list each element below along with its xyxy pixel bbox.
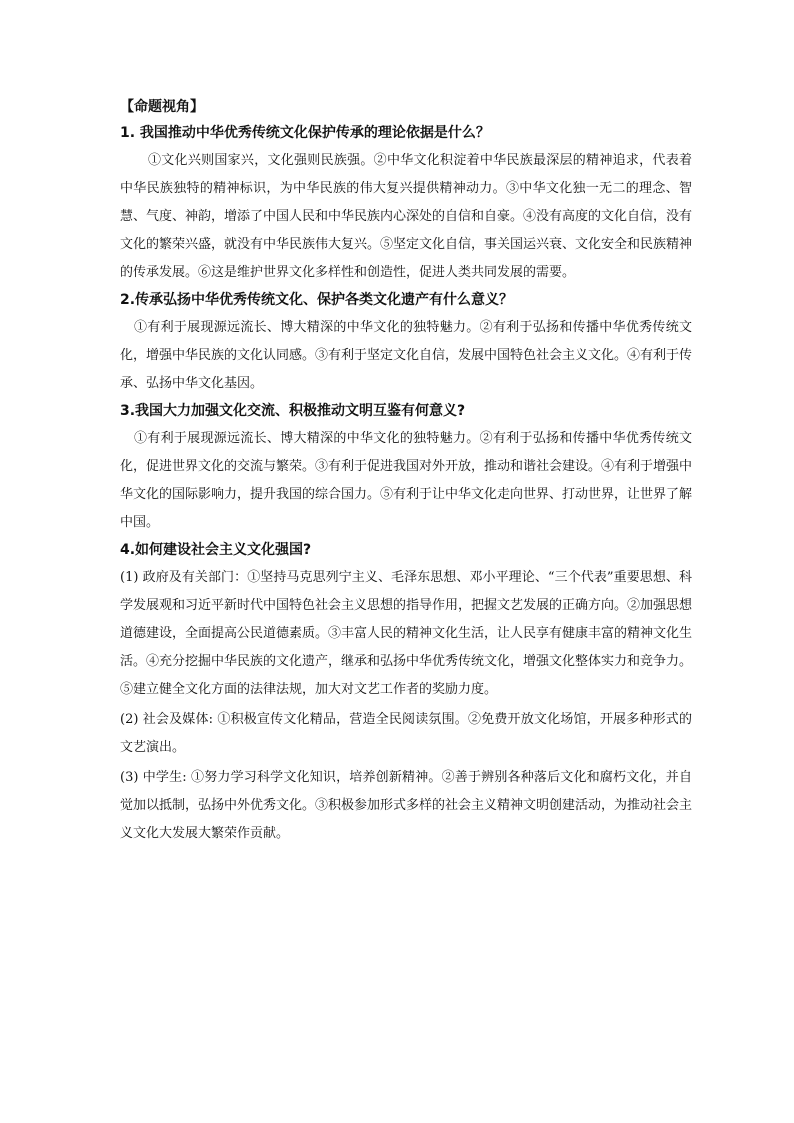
question-1-answer: ①文化兴则国家兴，文化强则民族强。②中华文化积淀着中华民族最深层的精神追求，代表着中华民族独特的精神标识，为中华民族的伟大复兴提供精神动力。③中华文化独一无二的理念、智慧、气度、神韵，增添了中国人民和中华民族内心深处的自信和自豪。④没有高度的文化自信，没有文化的繁荣兴盛，就没有中华民族伟大复兴。⑤坚定文化自信，事关国运兴衰、文化安全和民族精神的传承发展。⑥这是维护世界文化多样性和创造性，促进人类共同发展的需要。 bbox=[120, 153, 693, 280]
question-2-answer: ①有利于展现源远流长、博大精深的中华文化的独特魅力。②有利于弘扬和传播中华优秀传统文化，增强中华民族的文化认同感。③有利于坚定文化自信，发展中国特色社会主义文化。④有利于传承、弘扬中华文化基因。 bbox=[120, 320, 693, 391]
document-page bbox=[120, 96, 692, 850]
question-2-title: 2.传承弘扬中华优秀传统文化、保护各类文化遗产有什么意义？ bbox=[120, 292, 514, 308]
question-3-title: 3.我国大力加强文化交流、积极推动文明互鉴有何意义? bbox=[120, 403, 466, 419]
question-4-title: 4.如何建设社会主义文化强国? bbox=[120, 542, 312, 558]
question-1-title: 1. 我国推动中华优秀传统文化保护传承的理论依据是什么？ bbox=[120, 125, 490, 141]
question-3-answer: ①有利于展现源远流长、博大精深的中华文化的独特魅力。②有利于弘扬和传播中华优秀传统文化，促进世界文化的交流与繁荣。③有利于促进我国对外开放，推动和谐社会建设。④有利于增强中华文化的国际影响力，提升我国的综合国力。⑤有利于让中华文化走向世界、打动世界，让世界了解中国。 bbox=[120, 431, 693, 530]
question-4-answer-government: (1) 政府及有关部门：①坚持马克思列宁主义、毛泽东思想、邓小平理论、“三个代表”重要思想、科学发展观和习近平新时代中国特色社会主义思想的指导作用，把握文艺发展的正确方向。②加强思想道德建设，全面提高公民道德素质。③丰富人民的精神文化生活，让人民享有健康丰富的精神文化生活。④充分挖掘中华民族的文化遗产，继承和弘扬中华优秀传统文化，增强文化整体实力和竞争力。⑤建立健全文化方面的法律法规，加大对文艺工作者的奖励力度。 bbox=[120, 570, 693, 697]
section-heading: 【命题视角】 bbox=[120, 99, 204, 115]
question-4-answer-students: (3) 中学生: ①努力学习科学文化知识，培养创新精神。②善于辨别各种落后文化和腐朽文化，并自觉加以抵制，弘扬中外优秀文化。③积极参加形式多样的社会主义精神文明创建活动，为推动社会主义文化大发展大繁荣作贡献。 bbox=[120, 770, 693, 841]
question-4-answer-society: (2) 社会及媒体: ①积极宣传文化精品，营造全民阅读氛围。②免费开放文化场馆，开展多种形式的文艺演出。 bbox=[120, 712, 692, 755]
